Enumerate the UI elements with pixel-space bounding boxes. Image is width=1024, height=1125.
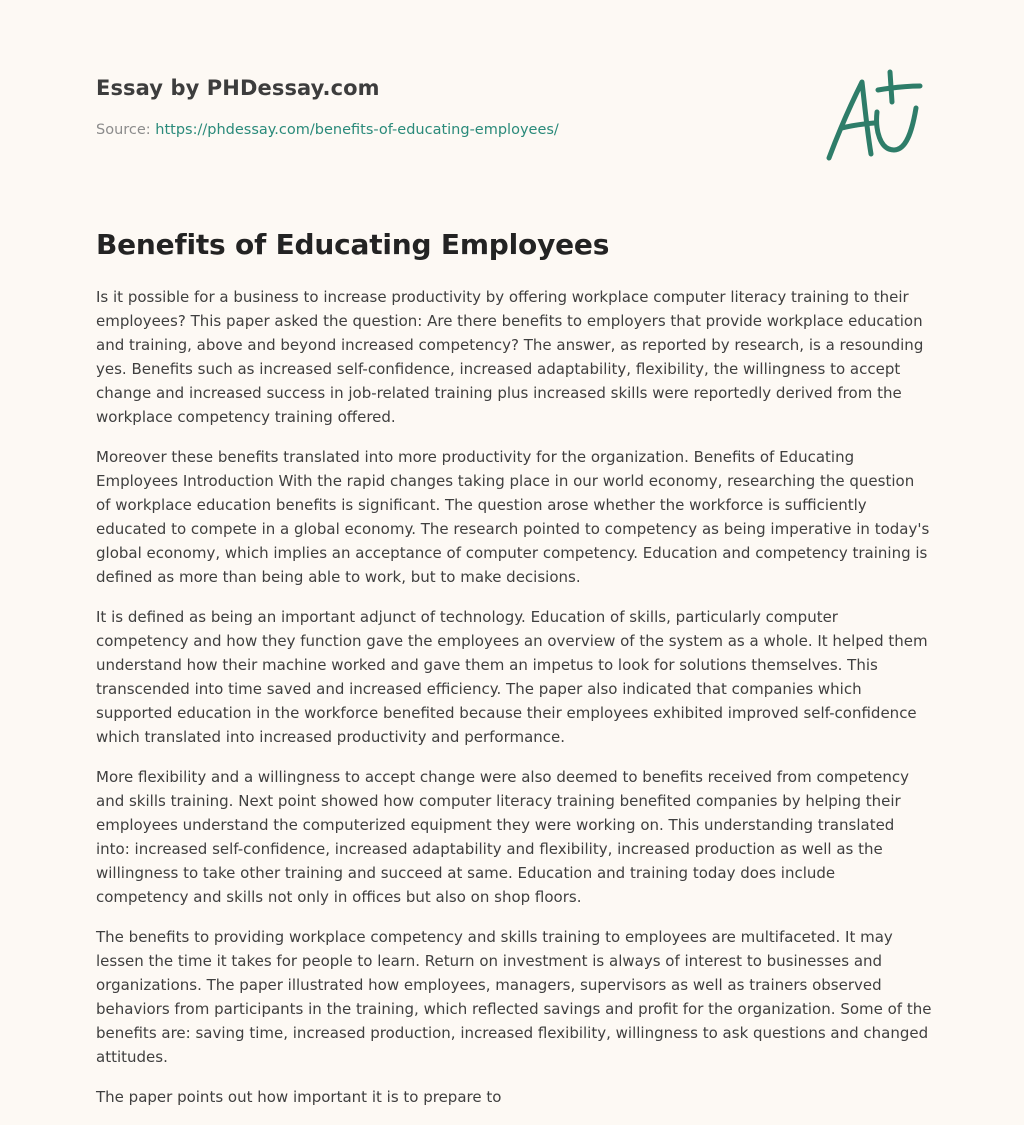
paragraph: It is defined as being an important adjunct of technology. Education of skills, particularly computer competency and how they function gave the employees an overview of the system as a whole. It helped them understand how their machine worked and gave them an impetus to look for solutions themselves. This transcended into time saved and increased efficiency. The paper also indicated that companies which supported education in the workforce benefited because their employees exhibited improved self-confidence which translated into increased productivity and performance. xyxy=(96,608,928,746)
source-label: Source: xyxy=(96,122,151,138)
site-brand: Essay by PHDessay.com xyxy=(96,76,380,100)
paragraph: Is it possible for a business to increase productivity by offering workplace computer literacy training to their employees? This paper asked the question: Are there benefits to employers that provide workplace education and training, above and beyond increased competency? The answer, as reported by research, is a resounding yes. Benefits such as increased self-confidence, increased adaptability, flexibility, the willingness to accept change and increased success in job-related training plus increased skills were reportedly derived from the workplace competency training offered. xyxy=(96,288,924,426)
essay-title: Benefits of Educating Employees xyxy=(96,228,610,261)
paragraph: More flexibility and a willingness to accept change were also deemed to benefits received from competency and skills training. Next point showed how computer literacy training benefited companies by helping their employees understand the computerized equipment they were working on. This understanding translated into: increased self-confidence, increased adaptability and flexibility, increased production as well as the willingness to take other training and succeed at same. Education and training today does include competency and skills not only in offices but also on shop floors. xyxy=(96,768,909,906)
paragraph: Moreover these benefits translated into more productivity for the organization. Benefits of Educating Employees Introduction With the rapid changes taking place in our world economy, researching the question of workplace education benefits is significant. The question arose whether the workforce is sufficiently educated to compete in a global economy. The research pointed to competency as being imperative in today's global economy, which implies an acceptance of computer competency. Education and competency training is defined as more than being able to work, but to make decisions. xyxy=(96,448,930,586)
source-line xyxy=(96,122,928,138)
page-header xyxy=(96,76,928,138)
paragraph: The benefits to providing workplace competency and skills training to employees are multifaceted. It may lessen the time it takes for people to learn. Return on investment is always of interest to businesses and organizations. The paper illustrated how employees, managers, supervisors as well as trainers observed behaviors from participants in the training, which reflected savings and profit for the organization. Some of the benefits are: saving time, increased production, increased flexibility, willingness to ask questions and changed attitudes. xyxy=(96,928,932,1066)
a-plus-logo-icon xyxy=(820,68,930,168)
essay-body xyxy=(96,285,932,1125)
source-link[interactable]: https://phdessay.com/benefits-of-educating-employees/ xyxy=(155,122,559,138)
paragraph: The paper points out how important it is to prepare to xyxy=(96,1088,502,1106)
